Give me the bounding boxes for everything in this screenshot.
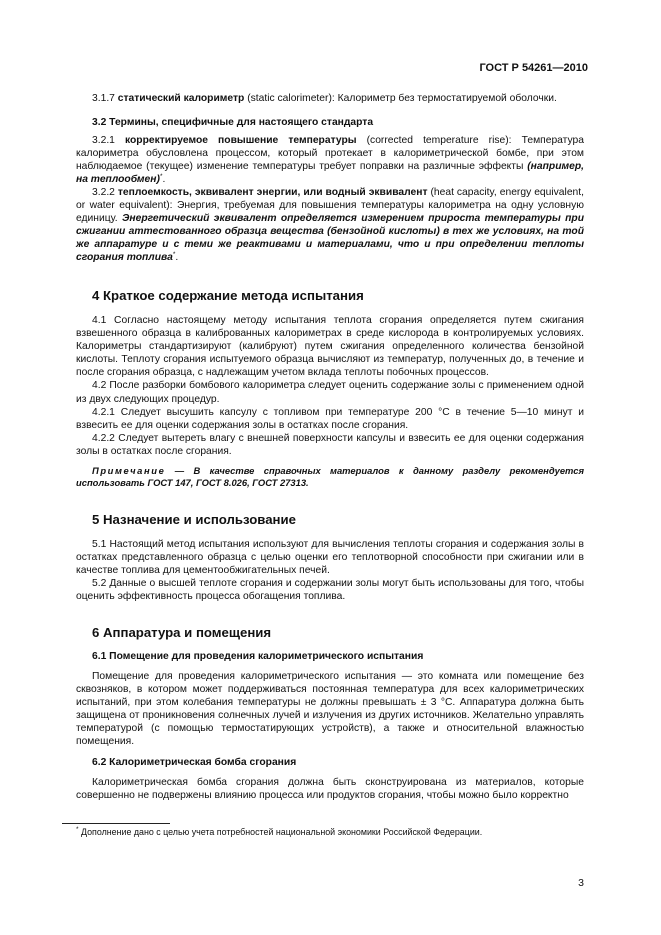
paragraph-4-2: 4.2 После разборки бомбового калориметра следует оценить содержание золы с применением одной из двух следующих процедур.: [76, 380, 584, 405]
term: статический калориметр: [117, 93, 245, 104]
definition: (heat capacity, energy equivalent, or water equivalent): Энергия, требуемая для повышения температуры калориметра на одну условную единицу.: [76, 187, 585, 225]
footnote: [76, 827, 586, 838]
clause-number: 3.2.1: [92, 135, 125, 146]
clause-number: 3.1.7: [92, 93, 118, 104]
section-5-heading: [76, 512, 584, 528]
subsection-6-2-body: [76, 776, 584, 802]
subsection-heading: 6.2 Калориметрическая бомба сгорания: [92, 757, 297, 768]
subsection-heading: 6.1 Помещение для проведения калориметрического испытания: [92, 651, 424, 662]
subsection-6-2-heading: [76, 756, 584, 769]
footnote-divider: [62, 823, 170, 824]
supplement-text: (например, на теплообмен): [76, 161, 584, 186]
subsection-heading: 3.2 Термины, специфичные для настоящего стандарта: [92, 117, 374, 128]
section-3-2: [76, 116, 584, 129]
section-heading: 5 Назначение и использование: [92, 512, 296, 527]
term: теплоемкость, эквивалент энергии, или водный эквивалент: [117, 187, 428, 198]
term: корректируемое повышение температуры: [125, 135, 357, 146]
clause-number: 3.2.2: [92, 187, 118, 198]
page-number: 3: [578, 877, 584, 889]
section-5-body: [76, 538, 584, 603]
paragraph-5-1: 5.1 Настоящий метод испытания используют для вычисления теплоты сгорания и содержания золы в остатках представленного образца с целью оценки его теплотворной способности при сжигании или в качестве топлива для цементообжигательных печей.: [76, 539, 584, 577]
definition: (static calorimeter): Калориметр без термостатируемой оболочки.: [244, 93, 557, 104]
section-4-heading: [76, 288, 584, 304]
document-code: ГОСТ Р 54261—2010: [479, 62, 588, 74]
section-4-body: [76, 314, 584, 458]
clause-3-1-7: [76, 92, 584, 105]
paragraph-5-2: 5.2 Данные о высшей теплоте сгорания и содержании золы могут быть использованы для того, чтобы оценить эффективность процесса обогащения топлива.: [76, 578, 584, 603]
footnote-mark: *: [76, 826, 79, 833]
definition: (corrected temperature rise): Температура калориметра обусловлена процессом, который протекает в калориметрической бомбе, при этом наблюдаемое (текущее) изменение температуры требует поправки на различные эффекты: [76, 135, 584, 173]
note-label: Примечание: [92, 465, 166, 476]
paragraph-6-1: Помещение для проведения калориметрического испытания — это комната или помещение без сквозняков, в котором может поддерживаться постоянная температура для всех калориметрических испытаний, при этом колебания температуры не должны превышать ± 3 °С. Аппаратура должна быть защищена от проникновения солнечных лучей и излучения из других источников. Желательно управлять температурой (с помощью термостатирующих устройств), а также и относительной влажностью помещения.: [76, 671, 584, 748]
section-4-note: [76, 465, 584, 489]
clause-3-2-2: 3.2.2 теплоемкость, эквивалент энергии, или водный эквивалент (heat capacity, energy equivalent, or water equivalent): Энергия, требуемая для повышения температуры калориметра на одну условную единицу. Энергетический эквивалент определяется измерением прироста температуры при сжигании аттестованного образца вещества (бензойной кислоты) в тех же условиях, на той же аппаратуре и с теми же реактивами и материалами, что и при определении теплоты сгорания топлива*.: [76, 187, 585, 264]
footnote-text: Дополнение дано с целью учета потребностей национальной экономики Российской Федерации.: [78, 827, 483, 837]
paragraph-6-2: Калориметрическая бомба сгорания должна быть сконструирована из материалов, которые совершенно не подвержены влиянию процесса или продуктов сгорания, чтобы можно было корректно: [76, 777, 584, 802]
section-heading: 4 Краткое содержание метода испытания: [92, 288, 364, 303]
section-6-heading: [76, 625, 584, 641]
subsection-6-1-heading: [76, 650, 584, 663]
subsection-6-1-body: [76, 670, 584, 749]
paragraph-4-2-1: 4.2.1 Следует высушить капсулу с топливом при температуре 200 °С в течение 5—10 минут и взвесить ее для оценки содержания золы в остатках после сгорания.: [76, 406, 584, 431]
section-heading: 6 Аппаратура и помещения: [92, 625, 272, 640]
supplement-text: Энергетический эквивалент определяется измерением прироста температуры при сжигании аттестованного образца вещества (бензойной кислоты) в тех же условиях, на той же аппаратуре и с теми же реактивами и материалами, что и при определении теплоты сгорания топлива: [76, 213, 584, 264]
footnote-mark: *: [159, 173, 163, 181]
paragraph-4-2-2: 4.2.2 Следует вытереть влагу с внешней поверхности капсулы и взвесить ее для оценки содержания золы в остатках после сгорания.: [76, 432, 584, 457]
footnote-mark: *: [172, 251, 176, 259]
paragraph-4-1: 4.1 Согласно настоящему методу испытания теплота сгорания определяется путем сжигания взвешенного образца в калиброванных калориметрах в среде кислорода в контролируемых условиях. Калориметры стандартизируют (калибруют) путем сжигания определенного количества бензойной кислоты. Теплоту сгорания испытуемого образца вычисляют из температур, полученных до, в течение и после сгорания образца, с надлежащим учетом вклада теплоты побочных процессов.: [76, 315, 584, 379]
note-text: — В качестве справочных материалов к данному разделу рекомендуется использовать ГОСТ 147, ГОСТ 8.026, ГОСТ 27313.: [76, 465, 584, 488]
clause-3-2-1: 3.2.1 корректируемое повышение температуры (corrected temperature rise): Температура калориметра обусловлена процессом, который протекает в калориметрической бомбе, при этом наблюдаемое (текущее) изменение температуры требует поправки на различные эффекты (например, на теплообмен)*.: [76, 135, 584, 186]
